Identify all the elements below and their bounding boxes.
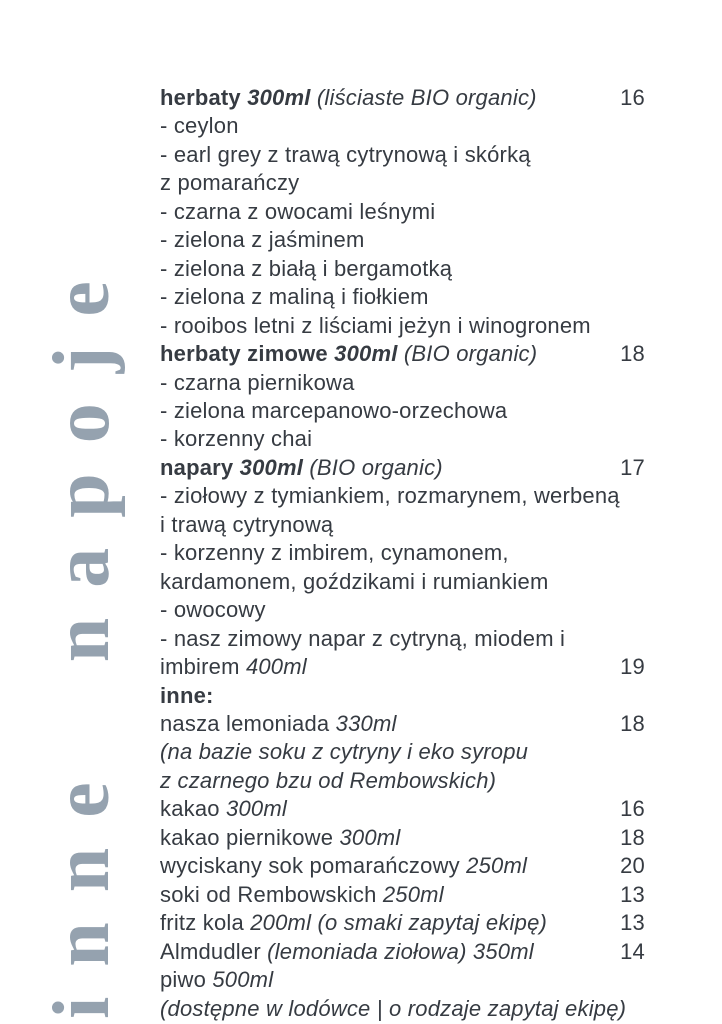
price: 17 <box>620 454 645 480</box>
menu-line-text <box>160 711 397 736</box>
menu-line-segment: - zielona z jaśminem <box>160 227 365 253</box>
menu-line-text <box>160 341 537 366</box>
menu-line-text <box>160 853 527 878</box>
menu-line-segment: kakao piernikowe <box>160 824 340 850</box>
menu-line-segment: 300ml <box>339 824 401 850</box>
menu-line-segment: 300ml <box>247 85 317 110</box>
menu-line <box>160 995 645 1023</box>
menu-line-text <box>160 85 537 110</box>
menu-line <box>160 852 645 880</box>
menu-line-segment: - korzenny chai <box>160 426 313 452</box>
menu-line-segment: - ziołowy z tymiankiem, rozmarynem, werbeną <box>160 483 620 509</box>
menu-line-text <box>160 825 400 850</box>
menu-line-text <box>160 540 509 565</box>
menu-line <box>160 909 645 937</box>
menu-line <box>160 226 645 254</box>
menu-line-text <box>160 426 312 451</box>
menu-line <box>160 938 645 966</box>
menu-line <box>160 84 645 112</box>
menu-line <box>160 397 645 425</box>
menu-line-segment: - zielona z maliną i fiołkiem <box>160 284 429 310</box>
menu-list <box>160 84 645 1023</box>
menu-line-segment: (na bazie soku z cytryny i eko syropu <box>160 739 529 765</box>
menu-line-text <box>160 398 507 423</box>
menu-line-text <box>160 483 620 508</box>
menu-line-segment: imbirem <box>160 654 246 680</box>
menu-line-segment: - nasz zimowy napar z cytryną, miodem i <box>160 625 566 651</box>
menu-line-segment: i trawą cytrynową <box>160 511 334 537</box>
menu-line-text <box>160 256 452 281</box>
price: 13 <box>620 881 645 907</box>
menu-line-text <box>160 597 266 622</box>
menu-line-text <box>160 683 214 708</box>
menu-line-segment: herbaty zimowe <box>160 341 335 367</box>
menu-line-text <box>160 654 307 679</box>
menu-line-segment: 250ml <box>382 881 444 907</box>
menu-line <box>160 682 645 710</box>
menu-line-text <box>160 796 287 821</box>
menu-line <box>160 454 645 482</box>
menu-line-segment: herbaty <box>160 85 248 110</box>
menu-line-text <box>160 626 565 651</box>
menu-line-segment: 400ml <box>245 654 307 680</box>
menu-line-text <box>160 910 547 935</box>
menu-line-segment: 330ml <box>335 710 397 736</box>
price: 18 <box>620 824 645 850</box>
menu-line-text <box>160 967 273 992</box>
menu-line <box>160 141 645 169</box>
price: 20 <box>620 853 645 879</box>
menu-line-segment: inne: <box>160 682 214 708</box>
menu-line <box>160 255 645 283</box>
price: 18 <box>620 341 645 367</box>
menu-line-segment: (dostępne w lodówce | o rodzaje zapytaj ekipę) <box>160 995 627 1021</box>
menu-line-segment: 250ml <box>466 853 528 879</box>
menu-line-text <box>160 569 548 594</box>
menu-line-text <box>160 170 299 195</box>
menu-line <box>160 738 645 766</box>
menu-line-segment: - owocowy <box>160 597 266 623</box>
menu-line <box>160 596 645 624</box>
menu-line-segment: kardamonem, goździkami i rumiankiem <box>160 568 549 594</box>
menu-line <box>160 198 645 226</box>
menu-line-text <box>160 882 444 907</box>
menu-line <box>160 283 645 311</box>
menu-line-segment: 200ml (o smaki zapytaj ekipę) <box>250 910 548 936</box>
menu-line-segment: - zielona marcepanowo-orzechowa <box>160 397 508 423</box>
menu-line <box>160 568 645 596</box>
menu-line-segment: piwo <box>160 967 213 993</box>
menu-line-segment: soki od Rembowskich <box>160 881 383 907</box>
price: 14 <box>620 938 645 964</box>
menu-line-segment: - korzenny z imbirem, cynamonem, <box>160 540 509 566</box>
menu-line-segment: 300ml <box>239 454 310 480</box>
menu-line <box>160 539 645 567</box>
menu-line-text <box>160 739 528 764</box>
price: 19 <box>620 654 645 680</box>
menu-line-segment: (liściaste BIO organic) <box>316 85 537 110</box>
menu-line-text <box>160 996 626 1021</box>
price: 18 <box>620 710 645 736</box>
menu-line-segment: (BIO organic) <box>403 341 538 367</box>
menu-line <box>160 824 645 852</box>
menu-line-segment: kakao <box>160 796 227 822</box>
menu-line-text <box>160 284 429 309</box>
menu-line-segment: - czarna piernikowa <box>160 369 355 395</box>
menu-line <box>160 881 645 909</box>
menu-line-segment: wyciskany sok pomarańczowy <box>160 853 467 879</box>
menu-line <box>160 312 645 340</box>
menu-line-segment: - earl grey z trawą cytrynową i skórką <box>160 141 531 167</box>
menu-line-segment: 300ml <box>226 796 287 822</box>
menu-line-text <box>160 370 355 395</box>
menu-line <box>160 625 645 653</box>
menu-line-segment: - czarna z owocami leśnymi <box>160 198 436 224</box>
menu-line <box>160 511 645 539</box>
menu-line <box>160 653 645 681</box>
price: 16 <box>620 85 645 110</box>
menu-line-text <box>160 113 239 138</box>
menu-line-text <box>160 227 365 252</box>
menu-line <box>160 112 645 140</box>
menu-line-segment: 300ml <box>334 341 404 367</box>
menu-line <box>160 425 645 453</box>
menu-line <box>160 169 645 197</box>
price: 13 <box>620 910 645 936</box>
menu-line-segment: nasza lemoniada <box>160 710 336 736</box>
menu-line-text <box>160 199 435 224</box>
menu-line-text <box>160 142 531 167</box>
menu-line <box>160 369 645 397</box>
menu-line-text <box>160 313 591 338</box>
menu-line-segment: z czarnego bzu od Rembowskich) <box>160 767 497 793</box>
menu-line-segment: - rooibos letni z liściami jeżyn i winogronem <box>160 312 591 338</box>
menu-line-segment: 500ml <box>212 967 274 993</box>
menu-line-segment: z pomarańczy <box>160 170 300 196</box>
vertical-section-title: inne napoje <box>38 251 126 1019</box>
menu-line <box>160 710 645 738</box>
menu-line-text <box>160 939 534 964</box>
menu-line <box>160 482 645 510</box>
menu-line-segment: fritz kola <box>160 910 251 936</box>
menu-line-segment: - ceylon <box>160 113 239 139</box>
price: 16 <box>620 796 645 822</box>
menu-line-text <box>160 455 443 480</box>
menu-line-text <box>160 512 333 537</box>
menu-line-segment: Almdudler <box>160 938 268 964</box>
menu-line <box>160 966 645 994</box>
menu-line-segment: (lemoniada ziołowa) 350ml <box>267 938 534 964</box>
menu-line <box>160 767 645 795</box>
menu-line-segment: (BIO organic) <box>309 454 443 480</box>
menu-line <box>160 795 645 823</box>
menu-line-segment: napary <box>160 454 240 480</box>
menu-line-text <box>160 768 496 793</box>
menu-line-segment: - zielona z białą i bergamotką <box>160 255 453 281</box>
menu-line <box>160 340 645 368</box>
